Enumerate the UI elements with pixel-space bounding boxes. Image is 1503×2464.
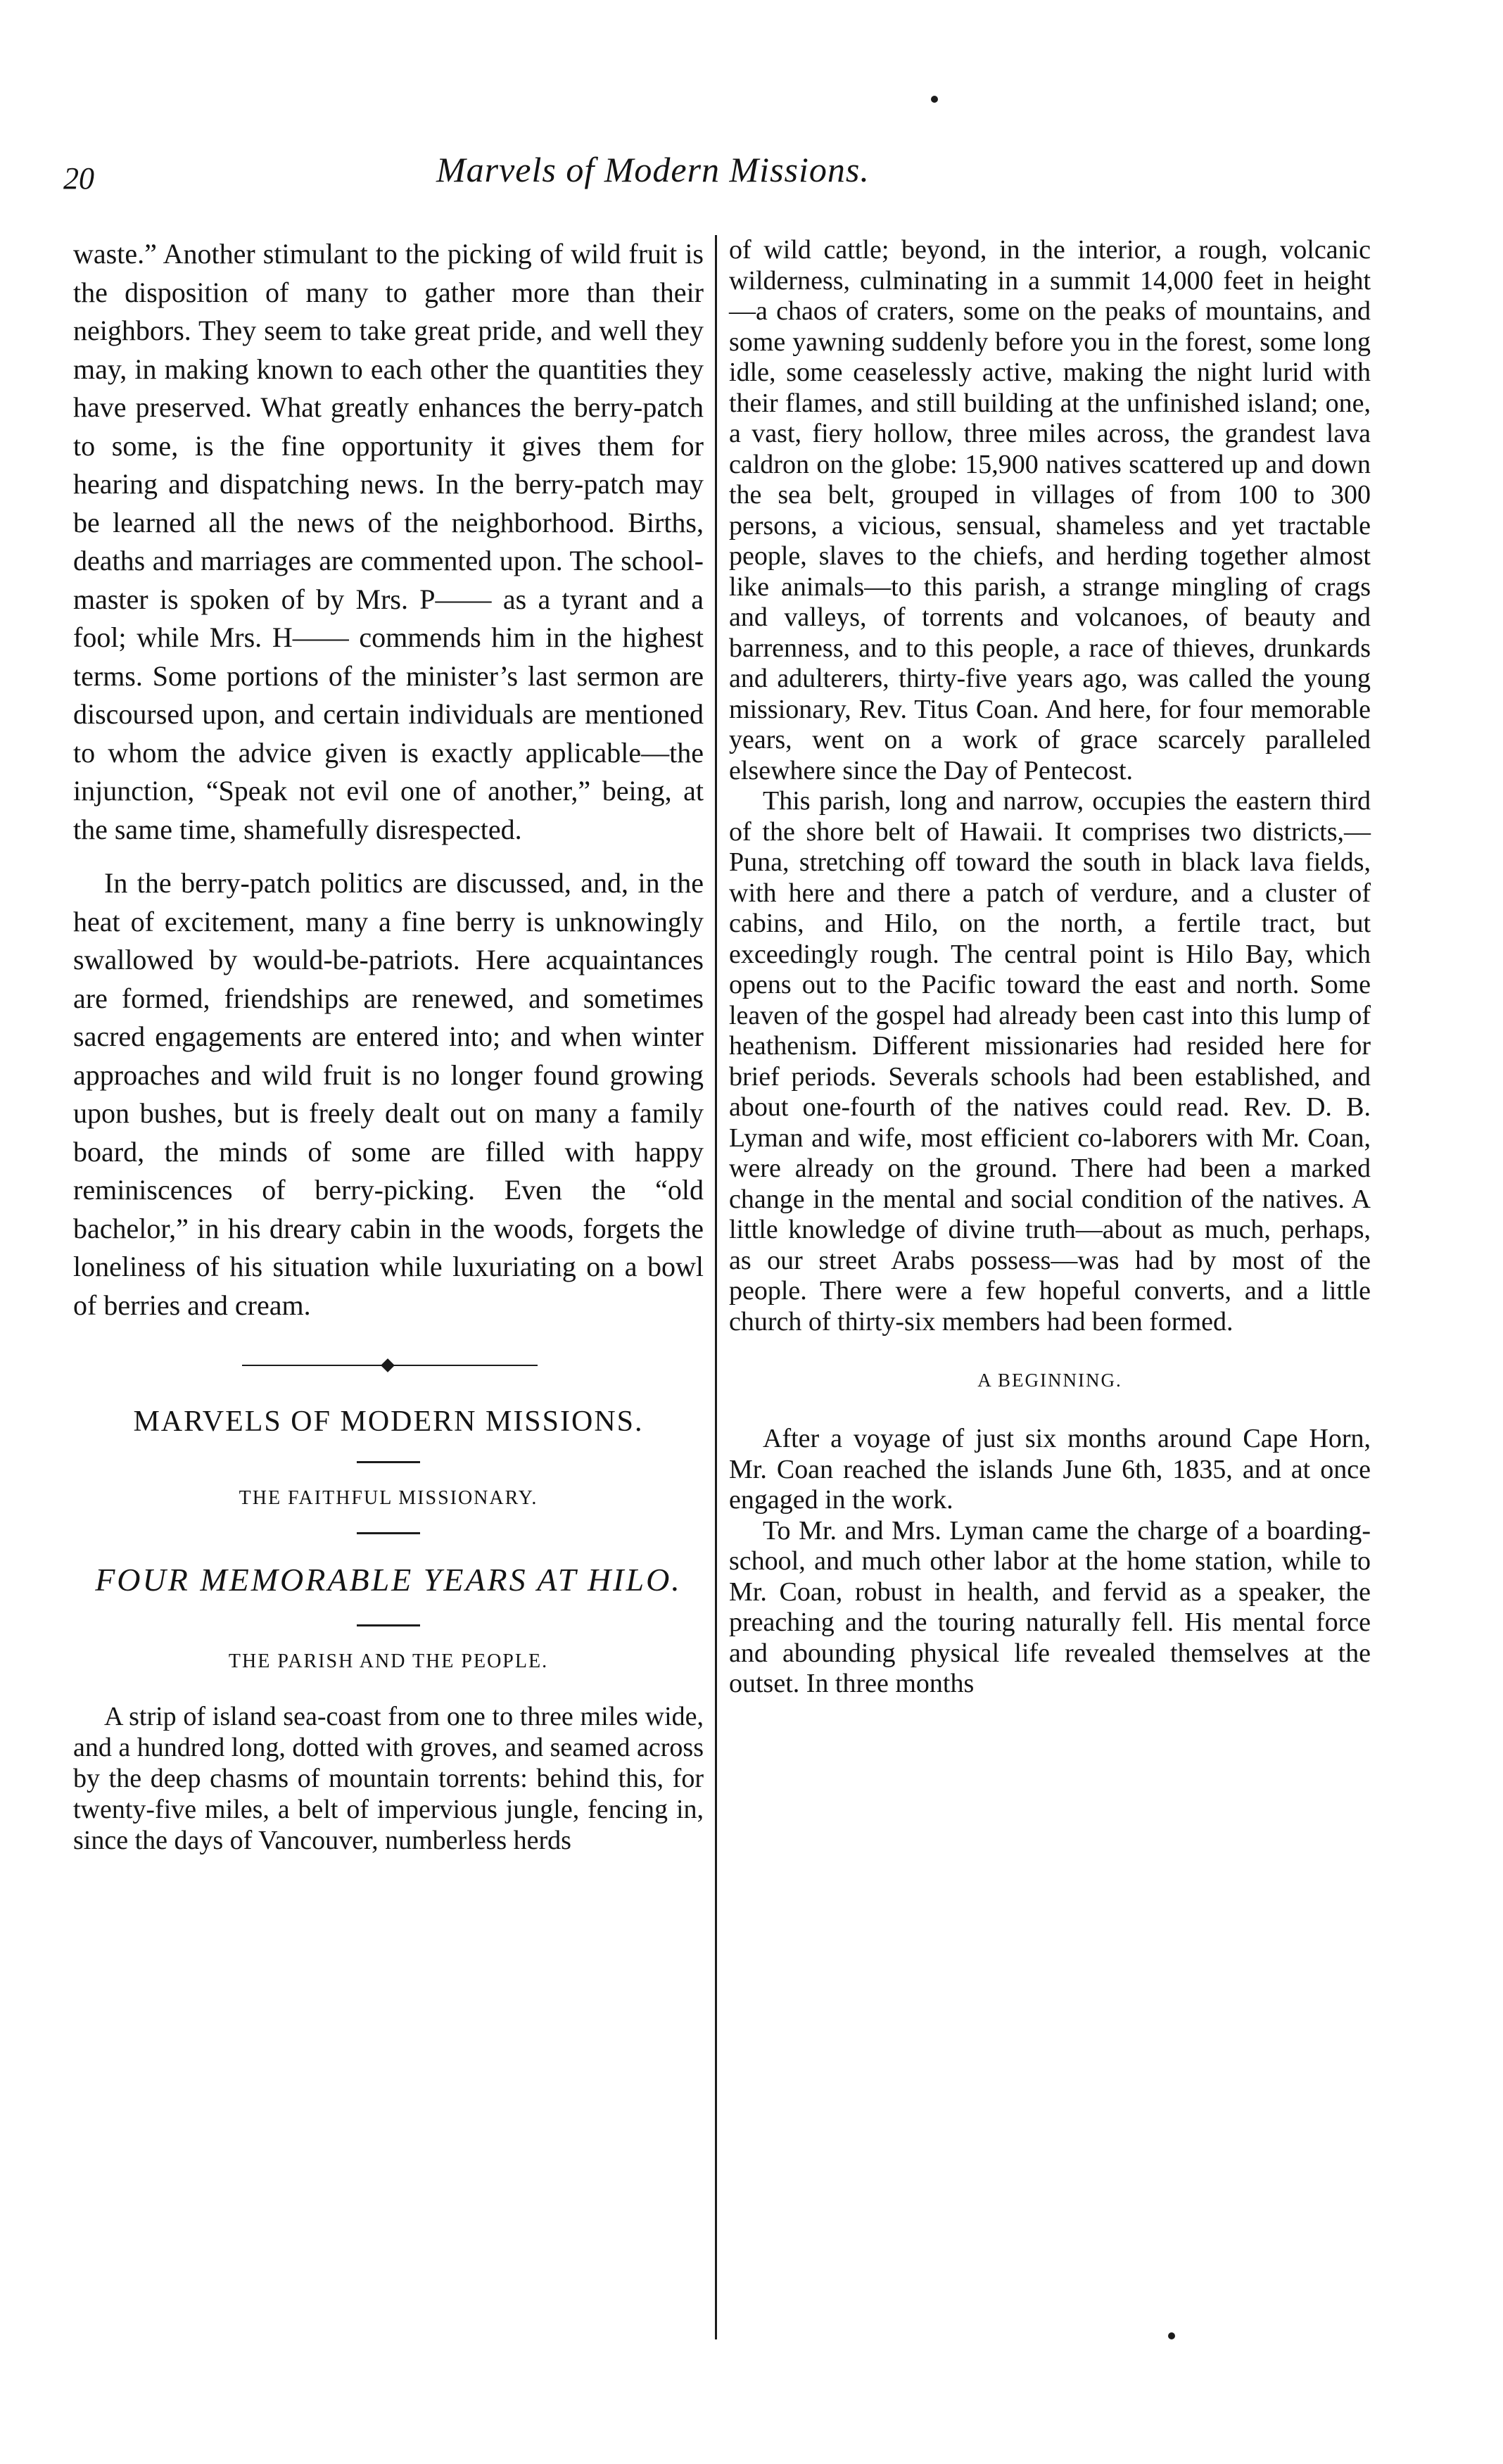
section-title: MARVELS OF MODERN MISSIONS.	[133, 1405, 644, 1438]
right-column	[729, 235, 1371, 1700]
short-rule	[357, 1624, 420, 1626]
page-number: 20	[63, 161, 94, 196]
right-section-paragraph-2: To Mr. and Mrs. Lyman came the charge of a boarding-school, and much other labor at the home station, while to Mr. Coan, robust in health, and fervid as a speaker, the preaching and the touring naturally fell. His mental force and abounding physical life revealed themselves at the outset. In three months	[729, 1515, 1371, 1698]
article-title: FOUR MEMORABLE YEARS AT HILO.	[95, 1562, 682, 1598]
print-speck-bottom	[1168, 2332, 1175, 2339]
short-rule	[357, 1532, 420, 1534]
subtitle: THE FAITHFUL MISSIONARY.	[239, 1487, 538, 1509]
subhead-beginning: A BEGINNING.	[977, 1370, 1122, 1391]
running-head: Marvels of Modern Missions.	[436, 150, 870, 189]
ornament-divider	[73, 1358, 704, 1372]
left-paragraph-1: waste.” Another stimulant to the picking of wild fruit is the disposition of many to gather more than their neighbors. They seem to take great pride, and well they may, in making known to each other the quantities they have preserved. What greatly enhances the berry-patch to some, is the fine opportunity it gives them for hearing and dispatching news. In the berry-patch may be learned all the news of the neighborhood. Births, deaths and marriages are commented upon. The school-master is spoken of by Mrs. P—— as a tyrant and a fool; while Mrs. H—— commends him in the highest terms. Some portions of the minister’s last sermon are discoursed upon, and certain individuals are mentioned to whom the advice given is exactly applicable—the injunction, “Speak not evil one of another,” being, at the same time, shamefully disrespected.	[73, 238, 704, 845]
left-column	[73, 235, 704, 1856]
section-body	[73, 1701, 704, 1856]
section-paragraph: A strip of island sea-coast from one to three miles wide, and a hundred long, dotted with groves, and seamed across by the deep chasms of mountain torrents: behind this, for twenty-five miles, a belt of impervious jungle, fencing in, since the days of Vancouver, numberless herds	[73, 1702, 704, 1855]
short-rule	[357, 1461, 420, 1463]
subhead-parish: THE PARISH AND THE PEOPLE.	[228, 1650, 549, 1672]
left-paragraph-2: In the berry-patch politics are discussed, and, in the heat of excitement, many a fine berry is unknowingly swallowed by would-be-patriots. Here acquaintances are formed, friendships are renewed, and sometimes sacred engagements are entered into; and when winter approaches and wild fruit is no longer found growing upon bushes, but is freely dealt out on many a family board, the minds of some are filled with happy reminiscences of berry-picking. Even the “old bachelor,” in his dreary cabin in the woods, forgets the loneliness of his situation while luxuriating on a bowl of berries and cream.	[73, 867, 704, 1321]
right-paragraph-1: of wild cattle; beyond, in the interior, a rough, volcanic wilderness, culminating in a summit 14,000 feet in height—a chaos of craters, some on the peaks of mountains, and some yawning suddenly before you in the forest, some long idle, some ceaselessly active, making the night lurid with their flames, and still building at the unfinished island; one, a vast, fiery hollow, three miles across, the grandest lava caldron on the globe: 15,900 natives scattered up and down the sea belt, grouped in villages of from 100 to 300 persons, a vicious, sensual, shameless and yet tractable people, slaves to the chiefs, and herding together almost like animals—to this parish, a strange mingling of crags and valleys, of torrents and volcanoes, of beauty and barrenness, and to this people, a race of thieves, drunkards and adulterers, thirty-five years ago, was called the young missionary, Rev. Titus Coan. And here, for four memorable years, went on a work of grace scarcely paralleled elsewhere since the Day of Pentecost.	[729, 235, 1371, 785]
column-rule	[715, 235, 717, 2339]
right-section-paragraph-1: After a voyage of just six months around Cape Horn, Mr. Coan reached the islands June 6th, 1835, and at once engaged in the work.	[729, 1424, 1371, 1515]
right-paragraph-2: This parish, long and narrow, occupies the eastern third of the shore belt of Hawaii. It comprises two districts,—Puna, stretching off toward the south in black lava fields, with here and there a patch of verdure, and a cluster of cabins, and Hilo, on the north, a fertile tract, but exceedingly rough. The central point is Hilo Bay, which opens out to the Pacific toward the east and north. Some leaven of the gospel had already been cast into this lump of heathenism. Different missionaries had resided here for brief periods. Severals schools had been established, and about one-fourth of the natives could read. Rev. D. B. Lyman and wife, most efficient co-laborers with Mr. Coan, were already on the ground. There had been a marked change in the mental and social condition of the natives. A little knowledge of divine truth—about as much, perhaps, as our street Arabs possess—was had by most of the people. There were a few hopeful converts, and a little church of thirty-six members had been formed.	[729, 786, 1371, 1337]
print-speck-top	[931, 96, 938, 103]
